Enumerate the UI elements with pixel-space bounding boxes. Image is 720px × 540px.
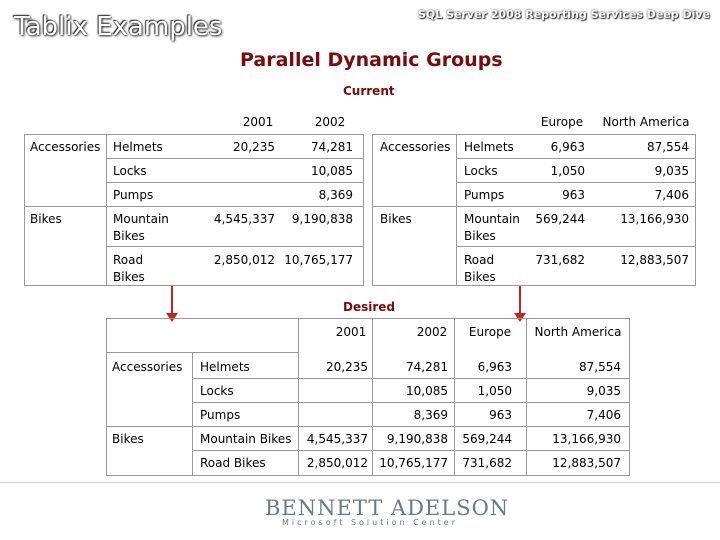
company-logo: BENNETT ADELSON [265, 496, 510, 520]
current-right-product-road-bikes: Bikes [464, 270, 496, 284]
current-right-product-pumps: Pumps [464, 188, 505, 202]
desired-mountain-na: 13,166,930 [552, 432, 621, 446]
desired-mountain-2001: 4,545,337 [306, 432, 368, 446]
current-mountain-europe: 569,244 [535, 212, 585, 226]
current-product-locks: Locks [113, 164, 147, 178]
desired-category-accessories: Accessories [112, 360, 183, 374]
desired-product-road-bikes: Road Bikes [200, 456, 266, 470]
desired-year-header-2002: 2002 [416, 325, 448, 339]
current-road-2001: 2,850,012 [213, 253, 275, 267]
current-mountain-2002: 9,190,838 [291, 212, 353, 226]
current-locks-na: 9,035 [654, 164, 689, 178]
current-pumps-2002: 8,369 [318, 188, 353, 202]
main-title: Tablix Examples [14, 12, 223, 42]
desired-pumps-2002: 8,369 [413, 408, 448, 422]
desired-helmets-2001: 20,235 [326, 360, 368, 374]
current-locks-europe: 1,050 [550, 164, 585, 178]
current-right-product-mountain: Mountain [464, 212, 520, 226]
current-right-product-mountain-bikes: Bikes [464, 229, 496, 243]
desired-category-bikes: Bikes [112, 432, 144, 446]
desired-road-na: 12,883,507 [552, 456, 621, 470]
current-pumps-na: 7,406 [654, 188, 689, 202]
current-locks-2002: 10,085 [311, 164, 353, 178]
desired-helmets-na: 87,554 [579, 360, 621, 374]
current-right-product-locks: Locks [464, 164, 498, 178]
desired-region-header-europe: Europe [468, 325, 512, 339]
current-right-product-helmets: Helmets [464, 140, 514, 154]
desired-region-header-na: North America [534, 325, 622, 339]
current-region-header-europe: Europe [540, 115, 584, 129]
current-product-road: Road [113, 253, 144, 267]
desired-year-header-2001: 2001 [335, 325, 367, 339]
current-pumps-europe: 963 [562, 188, 585, 202]
current-road-2002: 10,765,177 [284, 253, 353, 267]
footer-divider [0, 482, 720, 483]
desired-product-locks: Locks [200, 384, 234, 398]
current-product-helmets: Helmets [113, 140, 163, 154]
current-helmets-europe: 6,963 [550, 140, 585, 154]
current-road-europe: 731,682 [535, 253, 585, 267]
desired-locks-2002: 10,085 [406, 384, 448, 398]
current-category-bikes: Bikes [30, 212, 62, 226]
arrow-down-right-icon [519, 286, 521, 314]
current-right-category-bikes: Bikes [380, 212, 412, 226]
current-mountain-na: 13,166,930 [620, 212, 689, 226]
slide-title: Parallel Dynamic Groups [240, 49, 503, 71]
desired-label: Desired [343, 300, 396, 314]
desired-road-europe: 731,682 [462, 456, 512, 470]
desired-road-2002: 10,765,177 [379, 456, 448, 470]
current-product-road-bikes: Bikes [113, 270, 145, 284]
desired-locks-na: 9,035 [586, 384, 621, 398]
current-label: Current [343, 84, 395, 98]
current-category-accessories: Accessories [30, 140, 101, 154]
desired-locks-europe: 1,050 [477, 384, 512, 398]
current-helmets-na: 87,554 [647, 140, 689, 154]
current-product-mountain-bikes: Bikes [113, 229, 145, 243]
company-logo-subtitle: Microsoft Solution Center [282, 518, 459, 527]
current-year-header-2001: 2001 [242, 115, 274, 129]
arrow-down-left-icon [171, 286, 173, 314]
current-helmets-2001: 20,235 [233, 140, 275, 154]
current-helmets-2002: 74,281 [311, 140, 353, 154]
current-mountain-2001: 4,545,337 [213, 212, 275, 226]
desired-pumps-na: 7,406 [586, 408, 621, 422]
current-product-pumps: Pumps [113, 188, 154, 202]
current-product-mountain: Mountain [113, 212, 169, 226]
desired-road-2001: 2,850,012 [306, 456, 368, 470]
desired-pumps-europe: 963 [489, 408, 512, 422]
current-right-product-road: Road [464, 253, 495, 267]
desired-helmets-europe: 6,963 [477, 360, 512, 374]
desired-helmets-2002: 74,281 [406, 360, 448, 374]
current-road-na: 12,883,507 [620, 253, 689, 267]
desired-mountain-2002: 9,190,838 [386, 432, 448, 446]
desired-product-helmets: Helmets [200, 360, 250, 374]
desired-mountain-europe: 569,244 [462, 432, 512, 446]
desired-product-pumps: Pumps [200, 408, 241, 422]
current-right-category-accessories: Accessories [380, 140, 451, 154]
desired-product-mountain-bikes: Mountain Bikes [200, 432, 292, 446]
current-region-header-na: North America [602, 115, 690, 129]
current-year-header-2002: 2002 [314, 115, 346, 129]
sub-title: SQL Server 2008 Reporting Services Deep Dive [418, 8, 710, 21]
